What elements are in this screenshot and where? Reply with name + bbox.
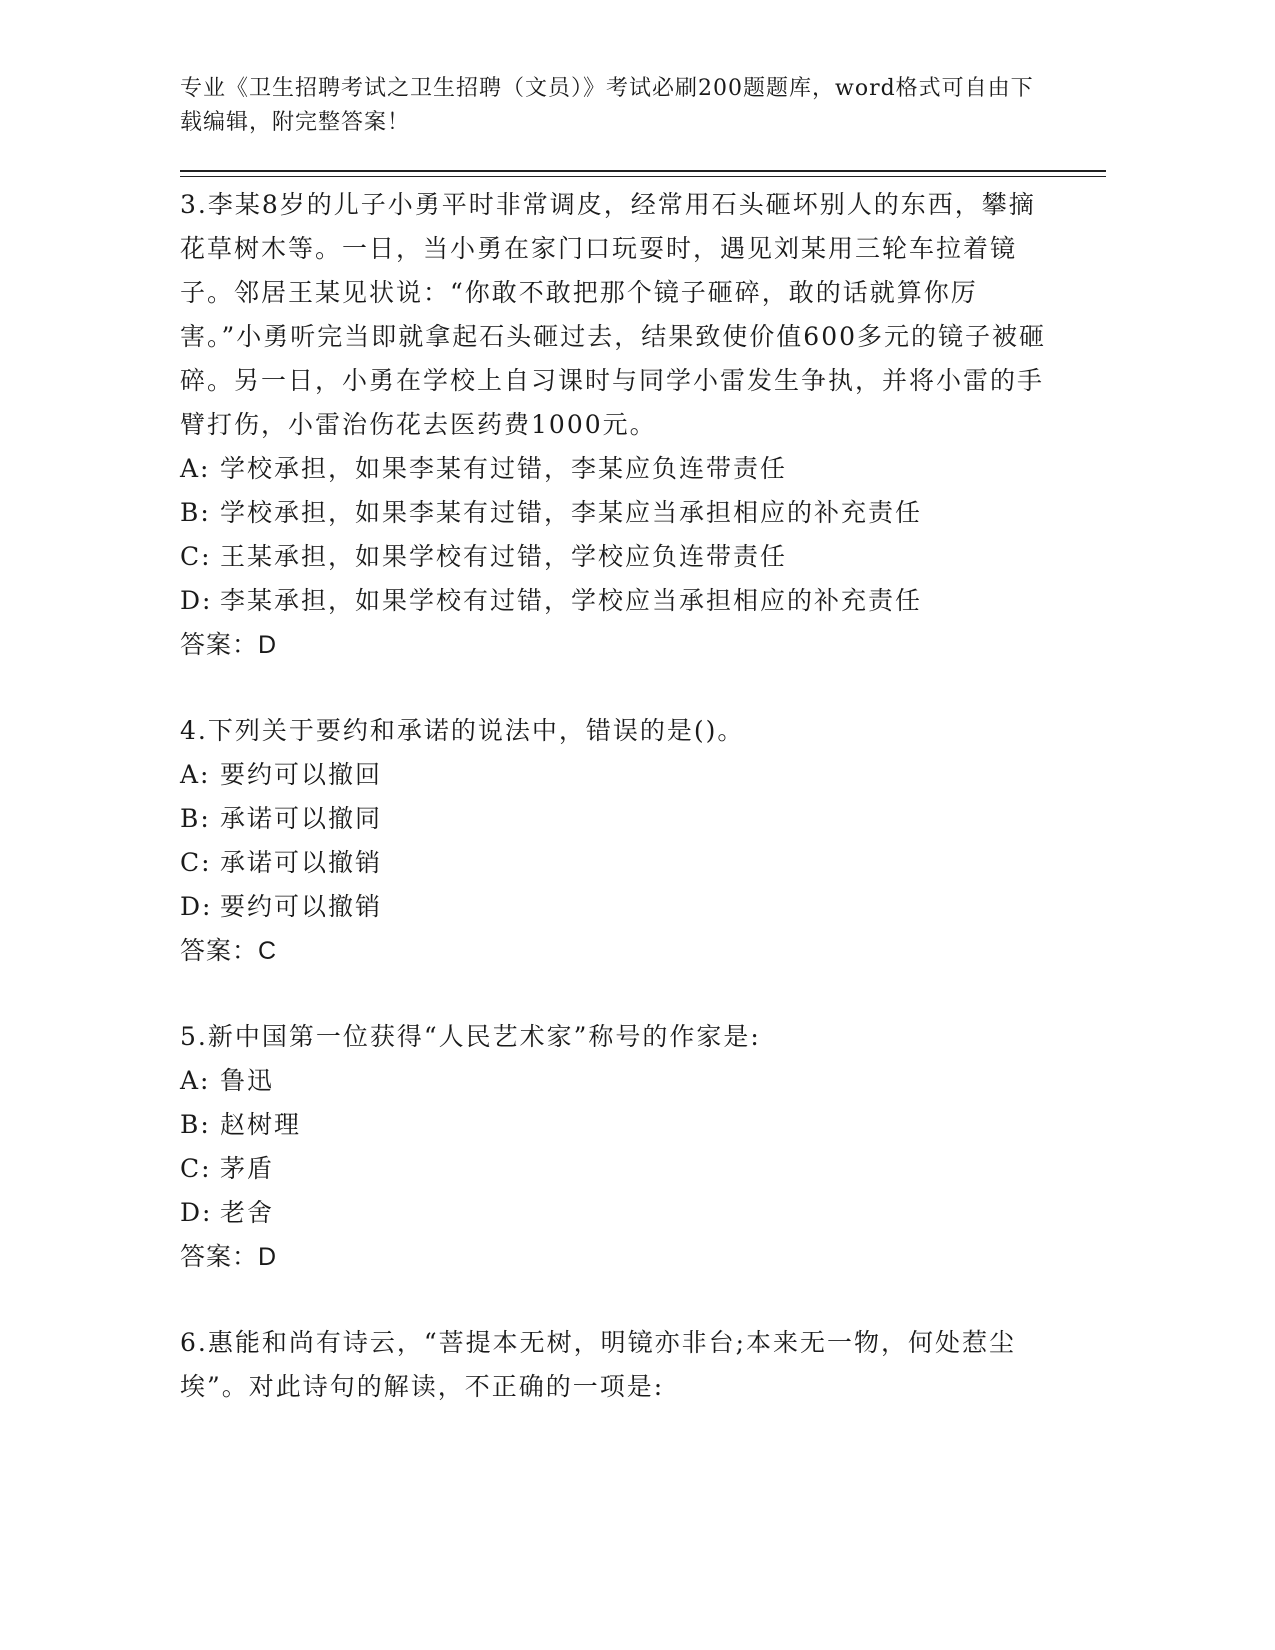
option-a	[180, 447, 1050, 491]
option-key: D:	[180, 1198, 213, 1227]
answer: 答案：D	[180, 631, 278, 659]
option-text: 承诺可以撤同	[220, 804, 383, 833]
option-text: 茅盾	[220, 1154, 275, 1183]
option-c	[180, 841, 1050, 885]
option-text: 老舍	[220, 1198, 275, 1227]
option-b	[180, 491, 1050, 535]
question-text: 3.李某8岁的儿子小勇平时非常调皮，经常用石头砸坏别人的东西，攀摘花草树木等。一日，当小勇在家门口玩耍时，遇见刘某用三轮车拉着镜子。邻居王某见状说：“你敢不敢把那个镜子砸碎，敢的话就算你厉害。”小勇听完当即就拿起石头砸过去，结果致使价值600多元的镜子被砸碎。另一日，小勇在学校上自习课时与同学小雷发生争执，并将小雷的手臂打伤，小雷治伤花去医药费1000元。	[180, 190, 1047, 439]
option-d	[180, 885, 1050, 929]
option-b	[180, 1103, 1050, 1147]
option-key: C:	[180, 848, 212, 877]
option-d	[180, 579, 1050, 623]
question-text: 6.惠能和尚有诗云，“菩提本无树，明镜亦非台;本来无一物，何处惹尘埃”。对此诗句的解读，不正确的一项是:	[180, 1328, 1017, 1401]
option-key: A:	[180, 1066, 211, 1095]
header-divider-thin	[180, 176, 1106, 177]
option-key: D:	[180, 892, 213, 921]
option-d	[180, 1191, 1050, 1235]
option-a	[180, 753, 1050, 797]
option-text: 要约可以撤销	[220, 892, 383, 921]
option-text: 李某承担，如果学校有过错，学校应当承担相应的补充责任	[220, 586, 923, 615]
option-text: 王某承担，如果学校有过错，学校应负连带责任	[220, 542, 788, 571]
header-divider	[180, 170, 1106, 172]
option-key: B:	[180, 1110, 211, 1139]
answer: 答案：D	[180, 1243, 278, 1271]
option-c	[180, 535, 1050, 579]
option-key: A:	[180, 454, 211, 483]
question-text: 4.下列关于要约和承诺的说法中，错误的是()。	[180, 716, 745, 745]
option-b	[180, 797, 1050, 841]
option-c	[180, 1147, 1050, 1191]
option-key: D:	[180, 586, 213, 615]
option-key: B:	[180, 804, 211, 833]
option-key: C:	[180, 542, 212, 571]
option-key: B:	[180, 498, 211, 527]
option-key: C:	[180, 1154, 212, 1183]
option-text: 赵树理	[220, 1110, 302, 1139]
option-text: 要约可以撤回	[220, 760, 383, 789]
header-title: 专业《卫生招聘考试之卫生招聘（文员）》考试必刷200题题库，word格式可自由下载编辑，附完整答案！	[180, 76, 1034, 135]
option-text: 学校承担，如果李某有过错，李某应当承担相应的补充责任	[220, 498, 923, 527]
option-a	[180, 1059, 1050, 1103]
option-text: 学校承担，如果李某有过错，李某应负连带责任	[220, 454, 788, 483]
answer: 答案：C	[180, 937, 278, 965]
question-6	[180, 1321, 1050, 1409]
document-header	[180, 72, 1040, 140]
option-key: A:	[180, 760, 211, 789]
question-3	[180, 183, 1050, 667]
option-text: 鲁迅	[220, 1066, 275, 1095]
option-text: 承诺可以撤销	[220, 848, 383, 877]
question-list	[180, 183, 1050, 1451]
question-5	[180, 1015, 1050, 1279]
question-4	[180, 709, 1050, 973]
question-text: 5.新中国第一位获得“人民艺术家”称号的作家是:	[180, 1022, 761, 1051]
